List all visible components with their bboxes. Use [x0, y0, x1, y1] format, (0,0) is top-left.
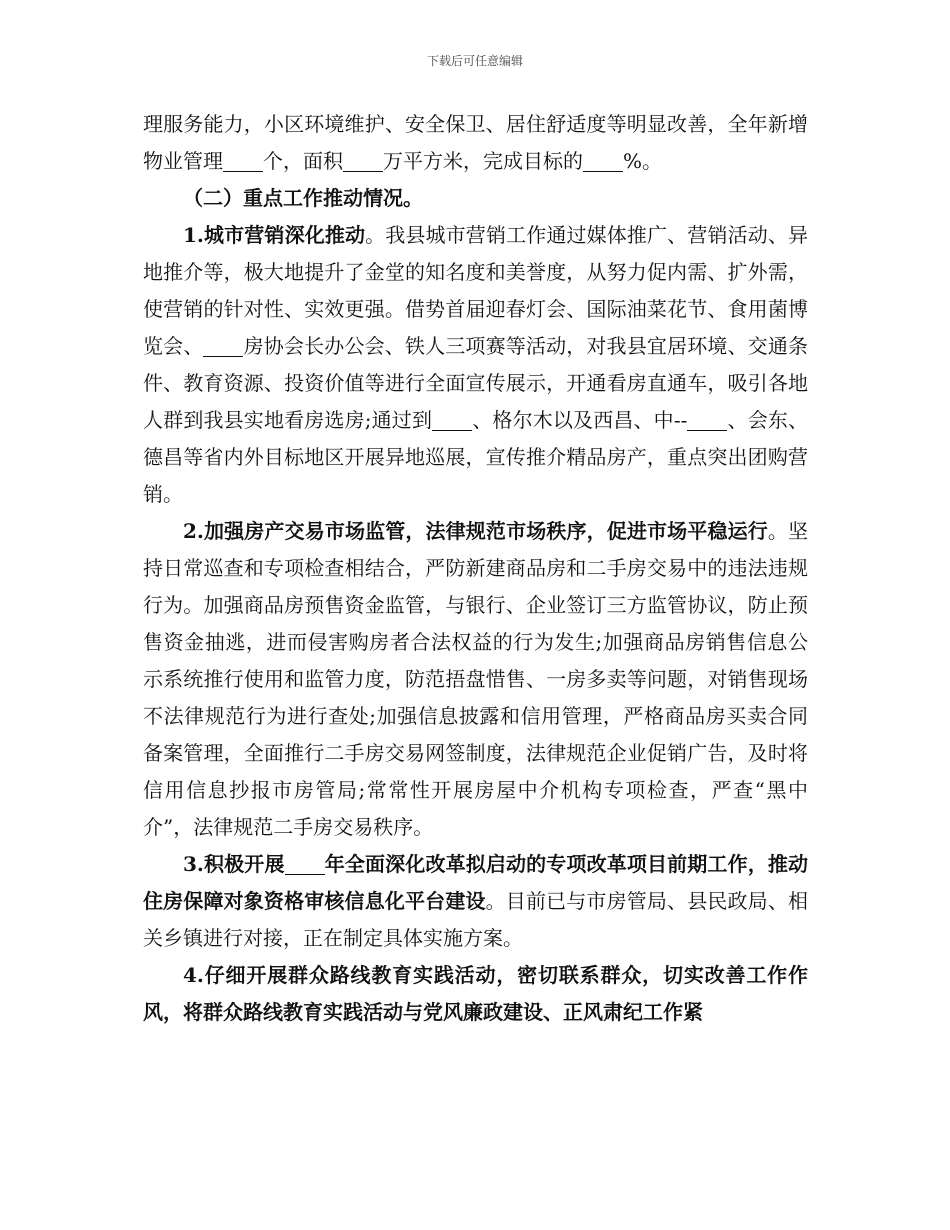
blank-field — [343, 151, 383, 172]
blank-field — [687, 410, 727, 431]
blank-field — [223, 151, 263, 172]
item-3-title: 3.积极开展 年全面深化改革拟启动的专项改革项目前期工作，推动住房保障对象资格审核信息化平台建设 — [143, 852, 808, 913]
blank-field — [583, 151, 623, 172]
paragraph-property-management: 理服务能力，小区环境维护、安全保卫、居住舒适度等明显改善，全年新增物业管理 个，面积 万平方米，完成目标的 %。 — [143, 112, 808, 173]
document-body — [143, 106, 808, 1031]
paragraph-item-3: 3.积极开展 年全面深化改革拟启动的专项改革项目前期工作，推动住房保障对象资格审核信息化平台建设。目前已与市房管局、县民政局、相关乡镇进行对接，正在制定具体实施方案。 — [143, 852, 808, 950]
blank-field — [432, 410, 472, 431]
blank-field — [285, 854, 325, 875]
paragraph-item-2: 2.加强房产交易市场监管，法律规范市场秩序，促进市场平稳运行。坚持日常巡查和专项检查相结合，严防新建商品房和二手房交易中的违法违规行为。加强商品房预售资金监管，与银行、企业签订三方监管协议，防止预售资金抽逃，进而侵害购房者合法权益的行为发生;加强商品房销售信息公示系统推行使用和监管力度，防范捂盘惜售、一房多卖等问题，对销售现场不法律规范行为进行查处;加强信息披露和信用管理，严格商品房买卖合同备案管理，全面推行二手房交易网签制度，法律规范企业促销广告，及时将信用信息抄报市房管局;常常性开展房屋中介机构专项检查，严查“黑中介”，法律规范二手房交易秩序。 — [143, 519, 808, 839]
paragraph-item-4: 4.仔细开展群众路线教育实践活动，密切联系群众，切实改善工作作风，将群众路线教育实践活动与党风廉政建设、正风肃纪工作紧 — [143, 963, 808, 1024]
item-1-title: 1.城市营销深化推动 — [183, 223, 366, 247]
item-2-title: 2.加强房产交易市场监管，法律规范市场秩序，促进市场平稳运行 — [183, 519, 768, 543]
paragraph-item-1: 1.城市营销深化推动。我县城市营销工作通过媒体推广、营销活动、异地推介等，极大地提升了金堂的知名度和美誉度，从努力促内需、扩外需，使营销的针对性、实效更强。借势首届迎春灯会、国际油菜花节、食用菌博览会、 房协会长办公会、铁人三项赛等活动，对我县宜居环境、交通条件、教育资源、投资价值等进行全面宣传展示，开通看房直通车，吸引各地人群到我县实地看房选房;通过到 、格尔木以及西昌、中-- 、会东、德昌等省内外目标地区开展异地巡展，宣传推介精品房产，重点突出团购营销。 — [143, 223, 809, 506]
blank-field — [203, 336, 243, 357]
section-heading: （二）重点工作推动情况。 — [183, 186, 423, 210]
page-header: 下载后可任意编辑 — [426, 54, 523, 68]
